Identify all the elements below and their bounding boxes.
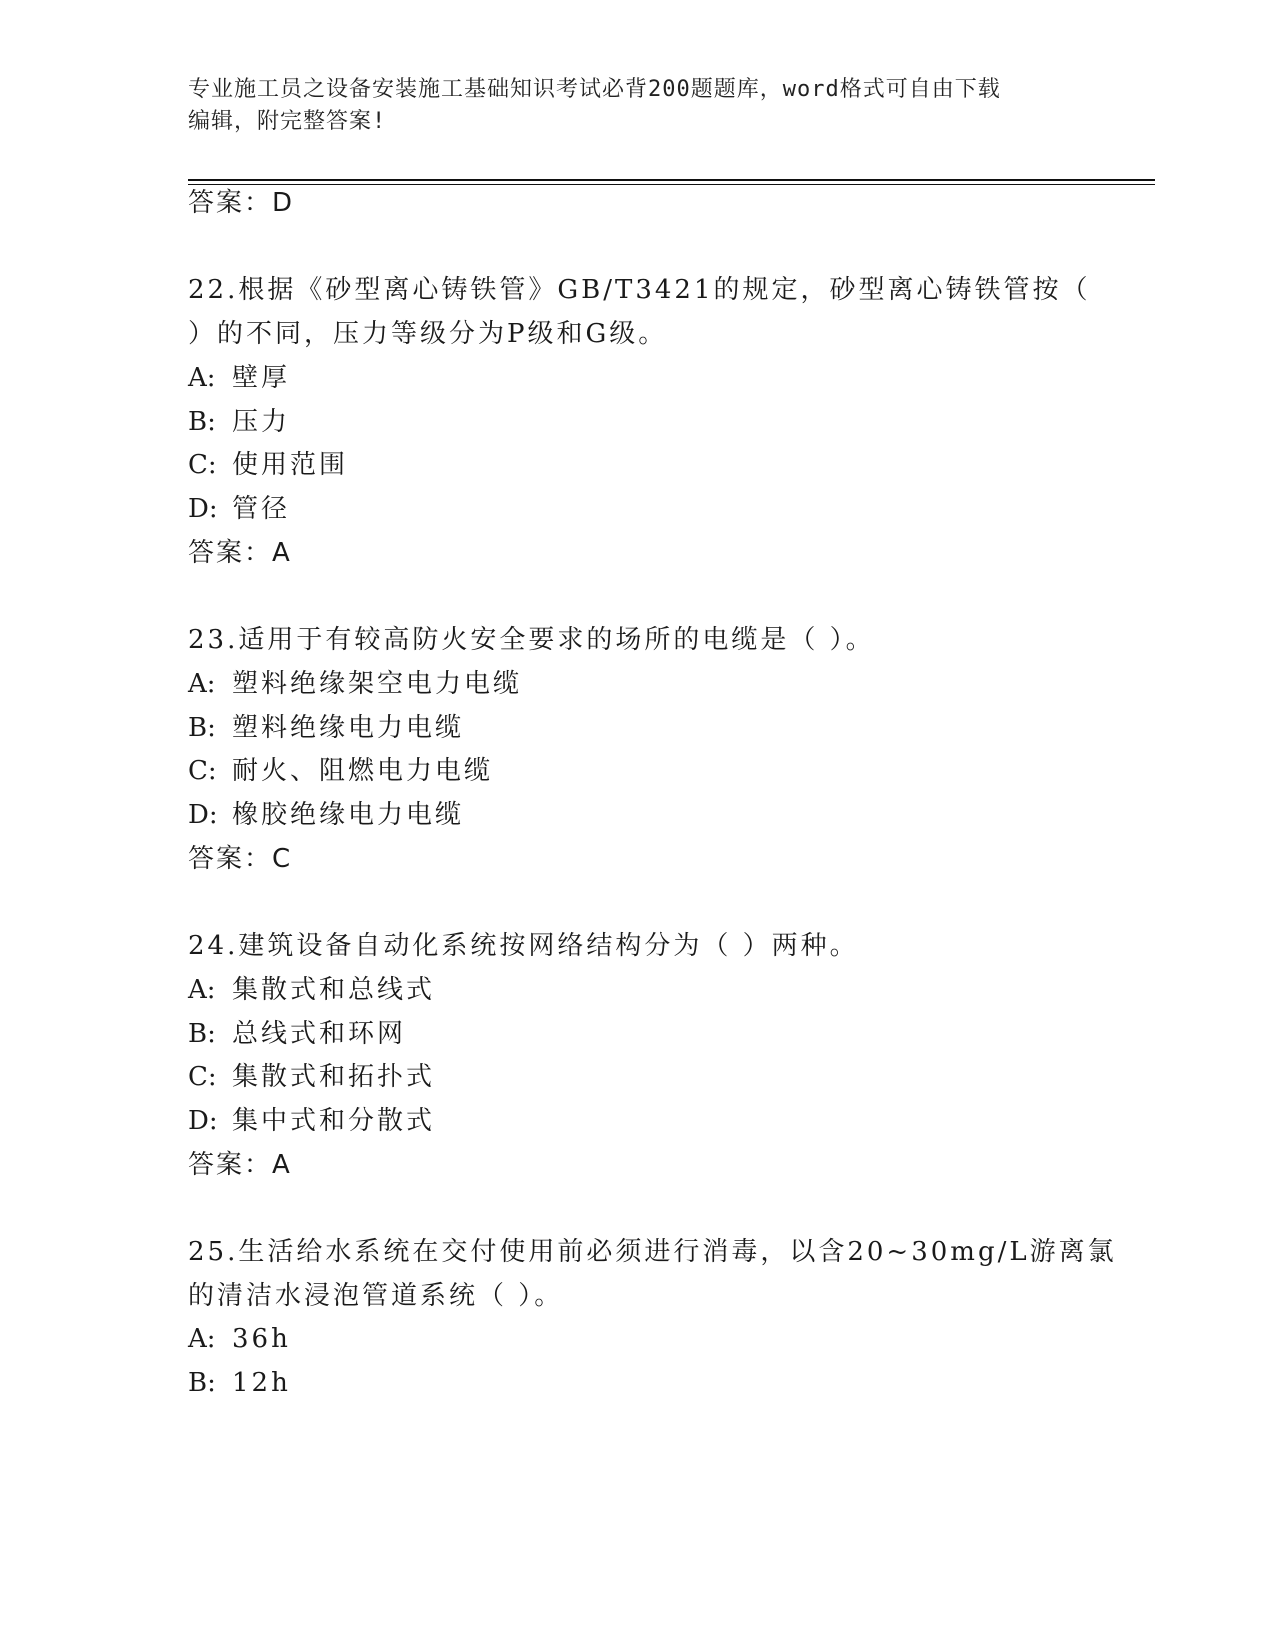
option-letter: D: [188, 494, 218, 524]
header-divider-thick [188, 179, 1155, 181]
question-23-answer: 答案：C [188, 844, 293, 874]
option-text: 集散式和总线式 [232, 975, 436, 1005]
question-23-option-a [188, 667, 522, 701]
option-letter: A: [188, 363, 216, 393]
question-24-option-a [188, 973, 435, 1007]
question-24-stem: 24.建筑设备自动化系统按网络结构分为（ ）两种。 [188, 931, 859, 961]
question-25-stem-cont: 的清洁水浸泡管道系统（ ）。 [188, 1281, 564, 1311]
question-22-option-c [188, 448, 348, 482]
question-25-option-a [188, 1322, 291, 1356]
header-divider-thin [188, 184, 1155, 185]
option-letter: D: [188, 800, 218, 830]
question-22-stem: 22.根据《砂型离心铸铁管》GB/T3421的规定，砂型离心铸铁管按（ [188, 275, 1091, 305]
option-text: 36h [232, 1324, 291, 1354]
option-text: 集散式和拓扑式 [232, 1062, 436, 1092]
question-24-option-c [188, 1060, 435, 1094]
question-22-option-a [188, 361, 290, 395]
option-text: 塑料绝缘电力电缆 [232, 713, 465, 743]
question-23-option-d [188, 798, 464, 832]
question-22-option-b [188, 405, 290, 439]
question-24-answer: 答案：A [188, 1150, 292, 1180]
option-letter: A: [188, 669, 216, 699]
question-23-stem: 23.适用于有较高防火安全要求的场所的电缆是（ ）。 [188, 625, 875, 655]
option-text: 压力 [232, 407, 291, 437]
option-text: 橡胶绝缘电力电缆 [232, 800, 465, 830]
document-header [188, 74, 1088, 138]
question-23-option-c [188, 754, 493, 788]
question-22-option-d [188, 492, 290, 526]
option-text: 使用范围 [232, 450, 349, 480]
question-22-answer: 答案：A [188, 538, 292, 568]
option-letter: B: [188, 1368, 216, 1398]
header-line-2: 编辑，附完整答案! [188, 109, 387, 134]
option-letter: C: [188, 756, 217, 786]
option-letter: A: [188, 1324, 216, 1354]
option-text: 集中式和分散式 [232, 1106, 436, 1136]
option-letter: B: [188, 1019, 216, 1049]
previous-answer: 答案：D [188, 188, 295, 218]
option-letter: D: [188, 1106, 218, 1136]
option-text: 塑料绝缘架空电力电缆 [232, 669, 523, 699]
option-letter: C: [188, 450, 217, 480]
option-text: 12h [232, 1368, 291, 1398]
header-line-1: 专业施工员之设备安装施工基础知识考试必背200题题库，word格式可自由下载 [188, 77, 1001, 102]
question-23-option-b [188, 711, 464, 745]
option-letter: A: [188, 975, 216, 1005]
option-text: 壁厚 [232, 363, 291, 393]
option-letter: B: [188, 713, 216, 743]
option-text: 总线式和环网 [232, 1019, 407, 1049]
question-25-option-b [188, 1366, 291, 1400]
option-letter: C: [188, 1062, 217, 1092]
option-letter: B: [188, 407, 216, 437]
option-text: 管径 [232, 494, 291, 524]
question-24-option-d [188, 1104, 435, 1138]
question-25-stem: 25.生活给水系统在交付使用前必须进行消毒，以含20~30mg/L游离氯 [188, 1237, 1117, 1267]
question-24-option-b [188, 1017, 406, 1051]
option-text: 耐火、阻燃电力电缆 [232, 756, 494, 786]
question-22-stem-cont: ）的不同，压力等级分为P级和G级。 [188, 319, 668, 349]
